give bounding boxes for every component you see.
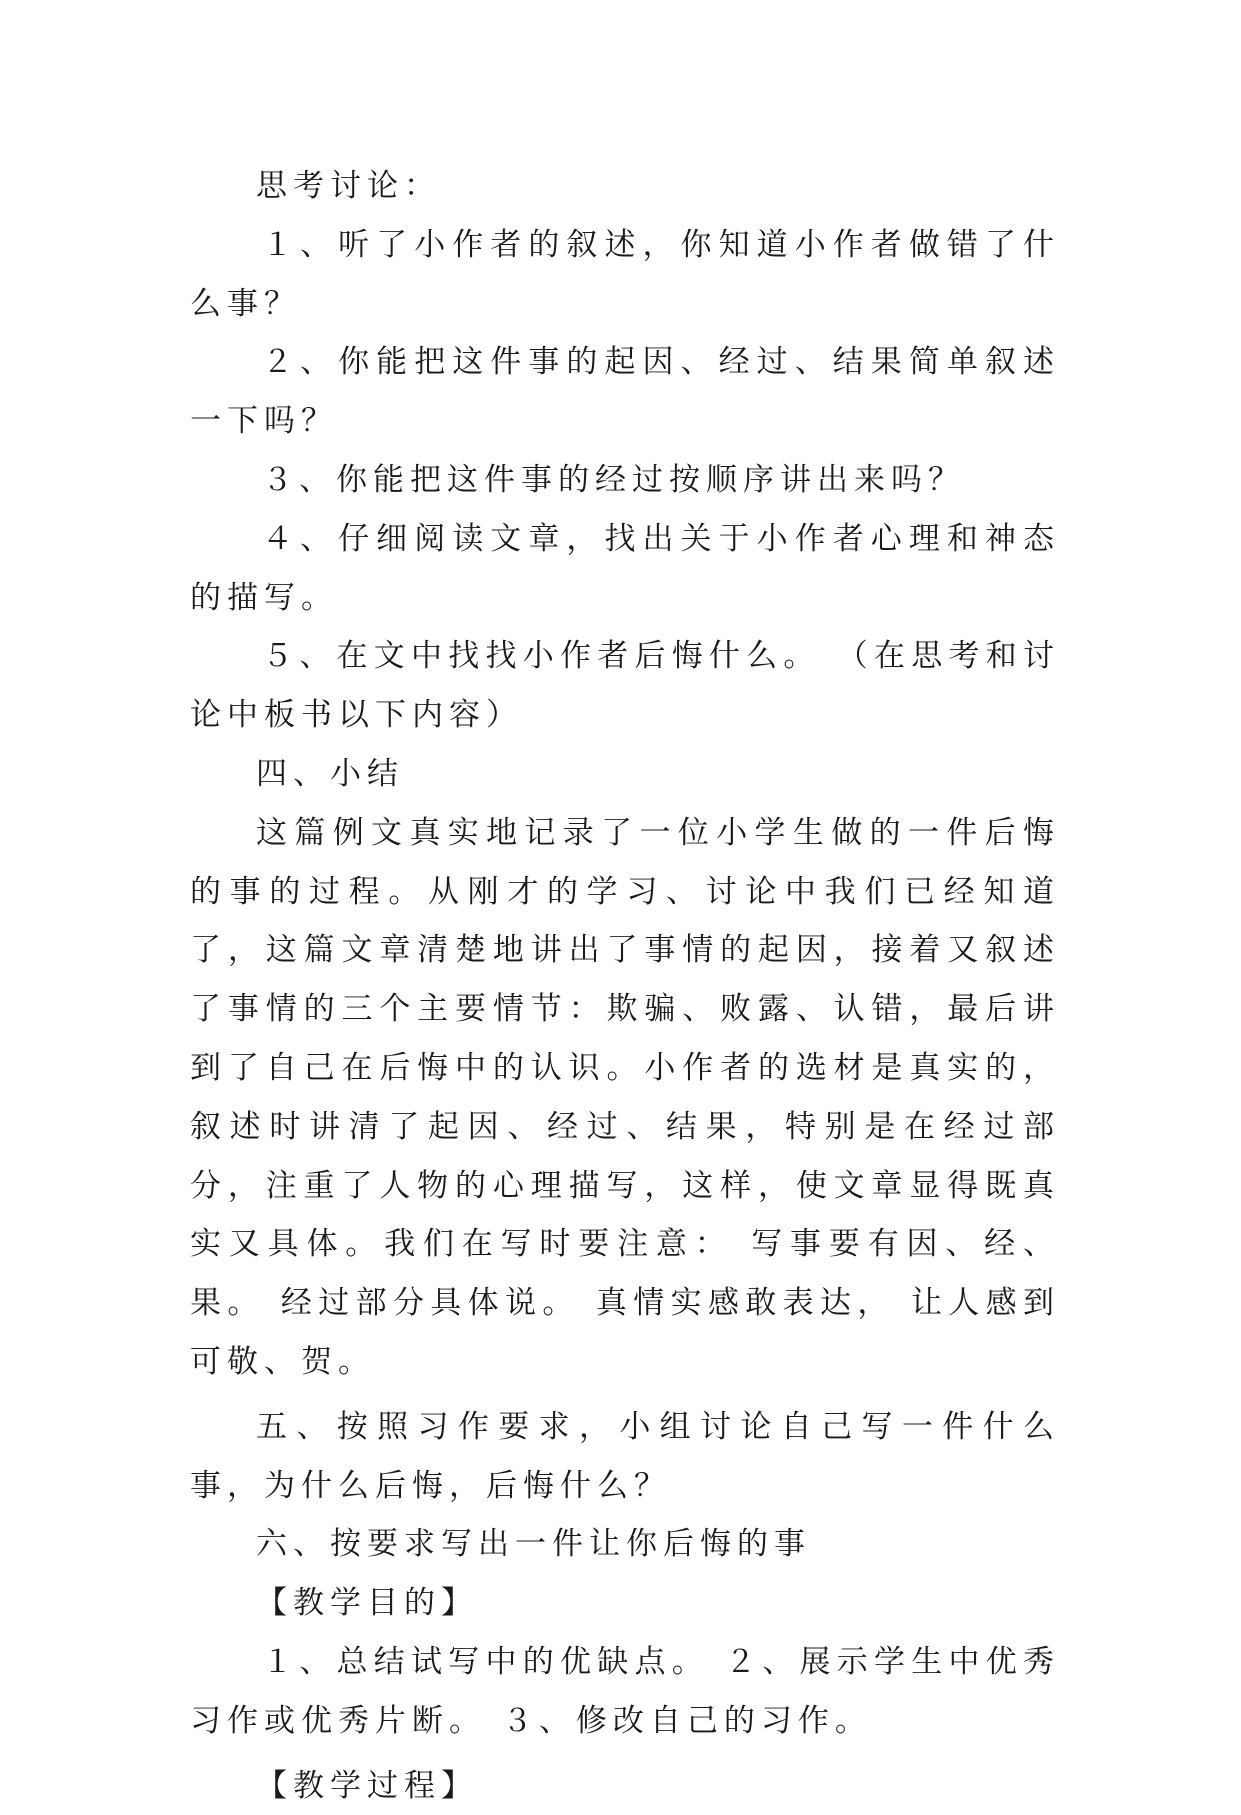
question-3: ３、你能把这件事的经过按顺序讲出来吗？ — [262, 461, 965, 498]
teaching-goal-items: １、总结试写中的优缺点。 ２、展示学生中优秀习作或优秀片断。 ３、修改自己的习作。 — [190, 1643, 1060, 1739]
question-4: ４、仔细阅读文章，找出关于小作者心理和神态的描写。 — [190, 520, 1060, 616]
section-six-paragraph: 六、按要求写出一件让你后悔的事 — [256, 1526, 811, 1563]
question-1: １、听了小作者的叙述，你知道小作者做错了什么事？ — [190, 226, 1060, 322]
document-body — [190, 157, 1060, 1815]
question-5: ５、在文中找找小作者后悔什么。 （在思考和讨论中板书以下内容） — [190, 638, 1060, 734]
summary-paragraph: 这篇例文真实地记录了一位小学生做的一件后悔的事的过程。从刚才的学习、讨论中我们已经知道了，这篇文章清楚地讲出了事情的起因，接着又叙述了事情的三个主要情节：欺骗、败露、认错，最后讲到了自己在后悔中的认识。小作者的选材是真实的，叙述时讲清了起因、经过、结果，特别是在经过部分，注重了人物的心理描写，这样，使文章显得既真实又具体。我们在写时要注意： 写事要有因、经、果。 经过部分具体说。 真情实感敢表达， 让人感到可敬、贺。 — [190, 814, 1060, 1380]
discussion-heading: 思考讨论： — [256, 168, 441, 204]
section-five-paragraph: 五、按照习作要求，小组讨论自己写一件什么事，为什么后悔，后悔什么？ — [190, 1408, 1060, 1504]
teaching-process-heading: 【教学过程】 — [256, 1767, 478, 1804]
question-2: ２、你能把这件事的起因、经过、结果简单叙述一下吗？ — [190, 344, 1060, 440]
section-summary-heading: 四、小结 — [256, 755, 404, 792]
teaching-goal-heading: 【教学目的】 — [256, 1585, 478, 1622]
